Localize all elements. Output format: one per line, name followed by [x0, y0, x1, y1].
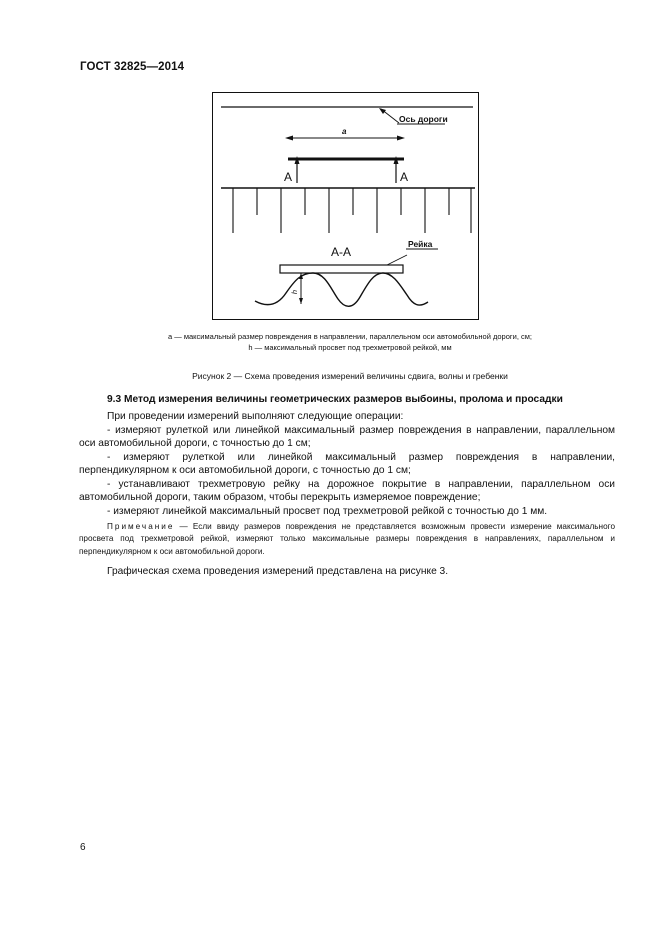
note-label: Примечание — [107, 522, 175, 531]
note-block — [79, 521, 615, 558]
figure-caption: Рисунок 2 — Схема проведения измерений величины сдвига, волны и гребенки — [192, 371, 508, 381]
page-number: 6 — [80, 842, 86, 853]
body-text — [79, 410, 615, 518]
measurement-scheme — [213, 93, 480, 321]
clearance-label-h: h — [290, 290, 299, 295]
closing-paragraph: Графическая схема проведения измерений представлена на рисунке 3. — [107, 566, 449, 577]
road-axis-leader-arrow — [379, 108, 386, 114]
section-title: A-A — [331, 245, 352, 259]
rail-label: Рейка — [408, 239, 433, 249]
dimension-arrow-right — [397, 136, 405, 141]
section-heading: 9.3 Метод измерения величины геометрических размеров выбоины, пролома и просадки — [107, 394, 563, 405]
wave-profile — [255, 273, 428, 306]
body-intro: При проведении измерений выполняют следующие операции: — [107, 411, 404, 422]
road-ticks — [233, 188, 471, 233]
list-item: - устанавливают трехметровую рейку на дорожное покрытие в направлении, параллельном оси автомобильной дороги, таким образом, чтобы перекрыть измеряемое повреждение; — [79, 478, 615, 503]
section-mark-right: A — [400, 170, 409, 184]
list-item: - измеряют линейкой максимальный просвет под трехметровой рейкой с точностью до 1 мм. — [107, 505, 548, 517]
rail-label-leader — [387, 255, 407, 265]
legend-line-h: h — максимальный просвет под трехметровой рейкой, мм — [248, 343, 452, 352]
note-text: — Если ввиду размеров повреждения не представляется возможным провести измерение максимального просвета под трехметровой рейкой, измеряют только максимальные размеры повреждения в направлениях, параллельном и перпендикулярном к оси автомобильной дороги. — [79, 522, 615, 556]
document-header: ГОСТ 32825—2014 — [80, 61, 185, 73]
dimension-label-a: a — [342, 127, 347, 136]
dimension-arrow-left — [285, 136, 293, 141]
list-item: - измеряют рулеткой или линейкой максимальный размер повреждения в направлении, перпендикулярном к оси автомобильной дороги, с точностью до 1 см; — [79, 451, 615, 476]
legend-line-a: a — максимальный размер повреждения в направлении, параллельном оси автомобильной дороги, см; — [168, 332, 532, 341]
road-axis-label: Ось дороги — [399, 114, 448, 124]
rail-side-view — [280, 265, 403, 273]
clearance-arrow-bottom — [299, 298, 303, 304]
figure-2-diagram — [212, 92, 479, 320]
section-mark-left: A — [284, 170, 293, 184]
list-item: - измеряют рулеткой или линейкой максимальный размер повреждения в направлении, параллельном оси автомобильной дороги, с точностью до 1 см; — [79, 424, 615, 449]
